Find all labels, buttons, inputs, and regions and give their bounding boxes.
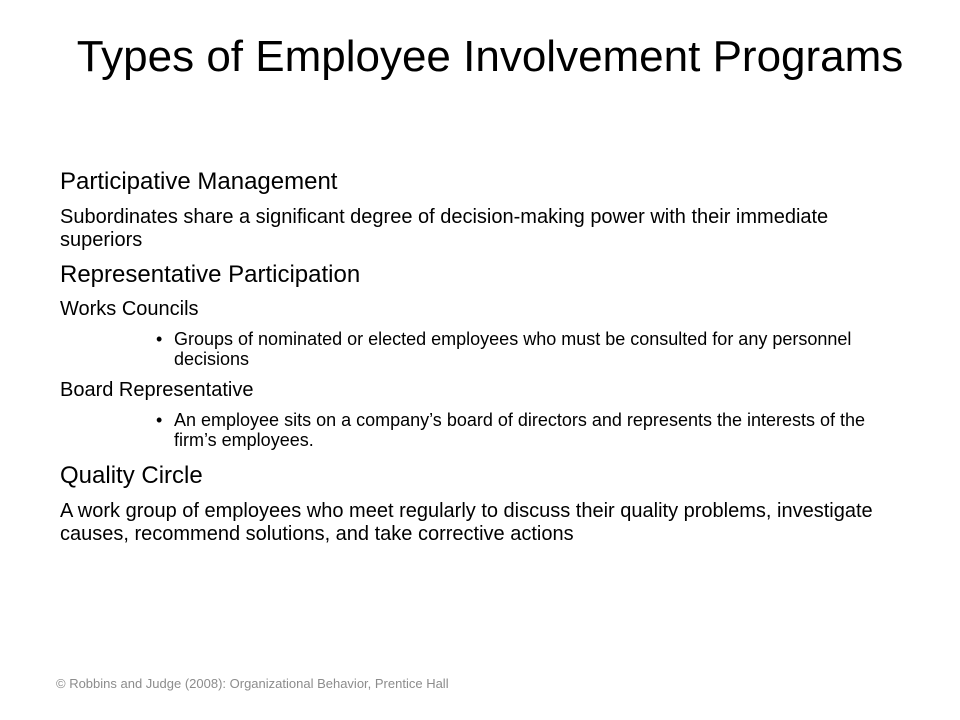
copyright-footer: © Robbins and Judge (2008): Organizational Behavior, Prentice Hall <box>56 676 449 691</box>
bullet-text-works-councils: Groups of nominated or elected employees who must be consulted for any personnel decisions <box>174 329 852 369</box>
slide-title: Types of Employee Involvement Programs <box>76 32 904 81</box>
slide-content <box>60 168 910 546</box>
section-heading-representative-participation: Representative Participation <box>60 261 361 288</box>
section-text-participative-management: Subordinates share a significant degree of decision-making power with their immediate superiors <box>60 206 829 251</box>
bullet-dot-icon: • <box>156 329 163 349</box>
subsection-heading-board-representative: Board Representative <box>60 379 254 401</box>
bullet-dot-icon: • <box>156 410 163 430</box>
section-text-quality-circle: A work group of employees who meet regularly to discuss their quality problems, investigate causes, recommend solutions, and take corrective actions <box>60 500 873 545</box>
subsection-heading-works-councils: Works Councils <box>60 298 199 320</box>
section-heading-quality-circle: Quality Circle <box>60 462 203 489</box>
bullet-item-board-representative <box>60 410 910 450</box>
bullet-text-board-representative: An employee sits on a company’s board of directors and represents the interests of the firm’s employees. <box>174 410 866 450</box>
section-heading-participative-management: Participative Management <box>60 168 338 195</box>
bullet-item-works-councils <box>60 329 910 369</box>
